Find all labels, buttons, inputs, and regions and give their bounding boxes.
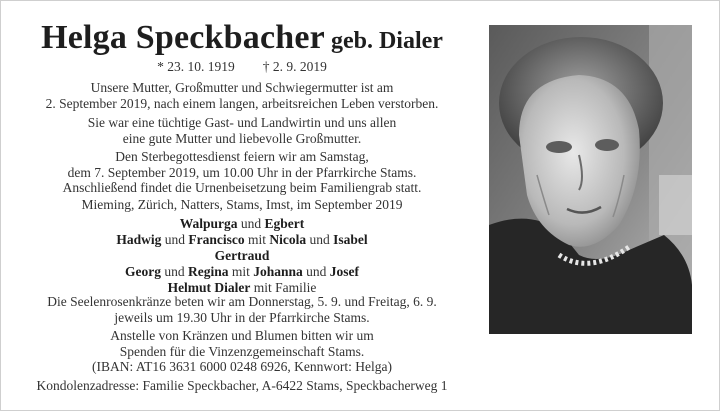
family-member: Georg — [124, 264, 161, 279]
family-line — [1, 248, 483, 264]
family-line — [1, 232, 483, 248]
deceased-name: Helga Speckbacher — [41, 19, 325, 56]
family-member: Francisco — [188, 232, 245, 247]
portrait-photo — [489, 25, 692, 334]
connector: mit Familie — [250, 280, 317, 295]
family-member: Egbert — [264, 216, 305, 231]
death-date: † 2. 9. 2019 — [262, 59, 327, 74]
family-list — [1, 216, 483, 296]
birth-date: * 23. 10. 1919 — [157, 59, 235, 74]
donation-paragraph — [1, 328, 483, 375]
connector: und — [302, 264, 330, 279]
text-line: Anschließend findet die Urnenbeisetzung beim Familiengrab statt. — [62, 180, 422, 195]
life-dates — [1, 59, 483, 75]
family-member: Hadwig — [116, 232, 162, 247]
text-line: (IBAN: AT16 3631 6000 0248 6926, Kennwort: Helga) — [92, 359, 392, 374]
tribute-paragraph — [1, 115, 483, 146]
family-member: Nicola — [269, 232, 307, 247]
family-member: Regina — [187, 264, 229, 279]
family-member: Isabel — [333, 232, 368, 247]
portrait-image — [489, 25, 692, 334]
maiden-name: geb. Dialer — [330, 28, 443, 54]
text-line: Spenden für die Vinzenzgemeinschaft Stams. — [119, 343, 365, 359]
family-member: Josef — [329, 264, 360, 279]
family-member: Helmut Dialer — [167, 280, 251, 295]
text-line: Die Seelenrosenkränze beten wir am Donnerstag, 5. 9. und Freitag, 6. 9. — [47, 294, 437, 309]
text-line: Unsere Mutter, Großmutter und Schwiegermutter ist am — [90, 80, 394, 95]
family-member: Johanna — [253, 264, 303, 279]
connector: und — [306, 232, 334, 247]
service-paragraph — [1, 149, 483, 196]
text-line: Den Sterbegottesdienst feiern wir am Samstag, — [115, 149, 369, 164]
rosary-paragraph — [1, 294, 483, 325]
announcement-paragraph — [1, 80, 483, 111]
text-line: dem 7. September 2019, um 10.00 Uhr in der Pfarrkirche Stams. — [67, 164, 417, 180]
connector: mit — [244, 232, 270, 247]
family-line — [1, 216, 483, 232]
family-line — [1, 264, 483, 280]
place-and-date: Mieming, Zürich, Natters, Stams, Imst, im September 2019 — [81, 197, 403, 212]
text-line: jeweils um 19.30 Uhr in der Pfarrkirche Stams. — [114, 309, 370, 325]
text-line: eine gute Mutter und liebevolle Großmutter. — [122, 130, 362, 146]
family-member: Walpurga — [179, 216, 238, 231]
connector: mit — [228, 264, 254, 279]
connector: und — [161, 232, 189, 247]
family-member: Gertraud — [214, 248, 270, 263]
text-line: Anstelle von Kränzen und Blumen bitten wir um — [110, 328, 374, 343]
text-line: Sie war eine tüchtige Gast- und Landwirtin und uns allen — [87, 115, 397, 130]
text-line: 2. September 2019, nach einem langen, arbeitsreichen Leben verstorben. — [45, 95, 439, 111]
deceased-name-heading — [1, 19, 483, 57]
connector: und — [237, 216, 265, 231]
condolence-address: Kondolenzadresse: Familie Speckbacher, A-6422 Stams, Speckbacherweg 1 — [36, 378, 448, 393]
connector: und — [160, 264, 188, 279]
